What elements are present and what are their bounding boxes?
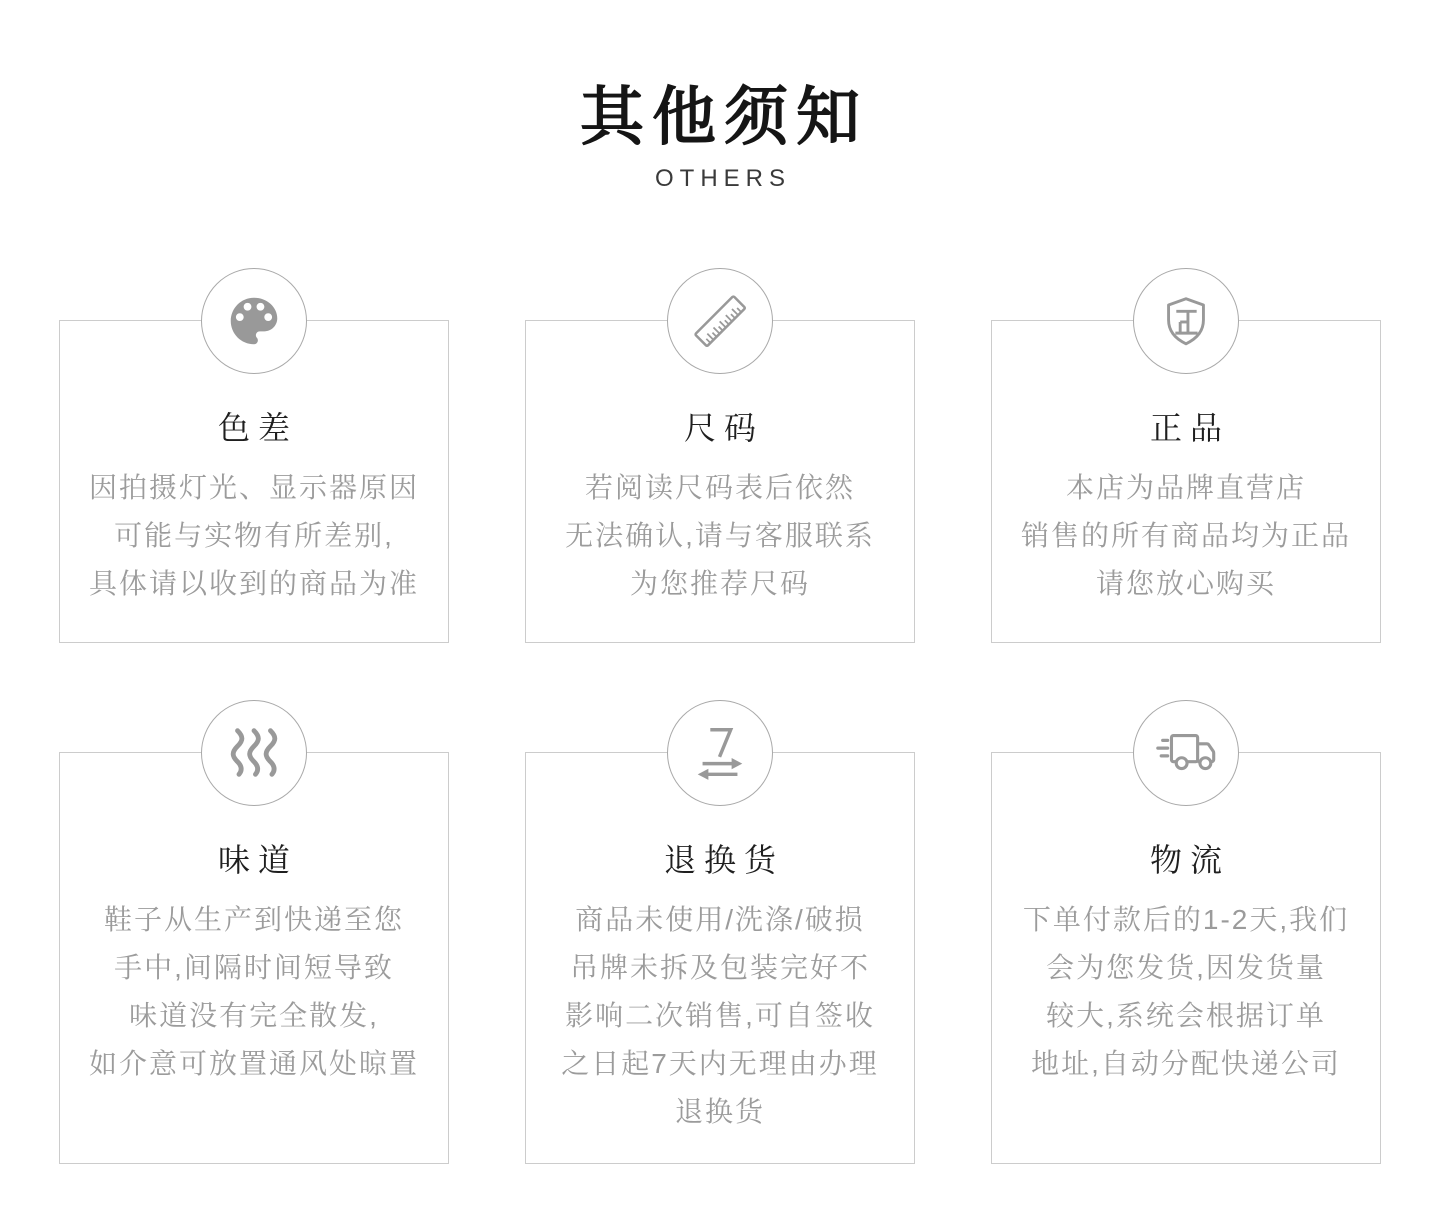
body-line: 影响二次销售,可自签收 [565,1000,875,1031]
notice-card-logistics [991,752,1381,1164]
body-line: 退换货 [674,1096,765,1127]
body-line: 请您放心购买 [1095,568,1276,599]
card-body [526,464,914,608]
card-body [992,464,1380,608]
section-header [0,0,1440,194]
body-line: 味道没有完全散发, [129,1000,379,1031]
notice-cards-grid [0,320,1440,1164]
body-line: 下单付款后的1-2天,我们 [1022,904,1350,935]
body-line: 鞋子从生产到快递至您 [103,904,404,935]
body-line: 具体请以收到的商品为准 [88,568,419,599]
body-line: 销售的所有商品均为正品 [1020,520,1351,551]
body-line: 可能与实物有所差别, [114,520,394,551]
icon-circle [667,268,773,374]
body-line: 会为您发货,因发货量 [1046,952,1326,983]
icon-circle [1133,268,1239,374]
card-title: 退换货 [663,842,784,878]
notice-card-color-difference [59,320,449,643]
body-line: 若阅读尺码表后依然 [584,472,855,503]
card-body [60,464,448,608]
body-line: 因拍摄灯光、显示器原因 [88,472,419,503]
body-line: 之日起7天内无理由办理 [561,1048,879,1079]
body-line: 较大,系统会根据订单 [1046,1000,1326,1031]
card-title: 正品 [1149,410,1230,446]
card-title: 色差 [217,410,298,446]
body-line: 无法确认,请与客服联系 [565,520,875,551]
shield-icon [1155,290,1217,352]
truck-icon [1155,722,1217,784]
page-subtitle: OTHERS [654,165,791,192]
notice-card-smell [59,752,449,1164]
notice-card-size [525,320,915,643]
card-title: 尺码 [683,410,764,446]
body-line: 为您推荐尺码 [629,568,810,599]
icon-circle [201,268,307,374]
card-title: 物流 [1149,842,1230,878]
body-line: 手中,间隔时间短导致 [114,952,394,983]
card-body [992,896,1380,1088]
icon-circle [667,700,773,806]
card-title: 味道 [217,842,298,878]
page-title: 其他须知 [580,81,868,153]
body-line: 本店为品牌直营店 [1065,472,1306,503]
notice-card-returns [525,752,915,1164]
icon-circle [1133,700,1239,806]
return-exchange-icon [689,722,751,784]
icon-circle [201,700,307,806]
card-body [60,896,448,1088]
body-line: 如介意可放置通风处晾置 [88,1048,419,1079]
body-line: 地址,自动分配快递公司 [1031,1048,1341,1079]
card-body [526,896,914,1136]
body-line: 吊牌未拆及包装完好不 [569,952,870,983]
ruler-icon [689,290,751,352]
notice-card-authentic [991,320,1381,643]
steam-icon [223,722,285,784]
body-line: 商品未使用/洗涤/破损 [575,904,865,935]
palette-icon [223,290,285,352]
